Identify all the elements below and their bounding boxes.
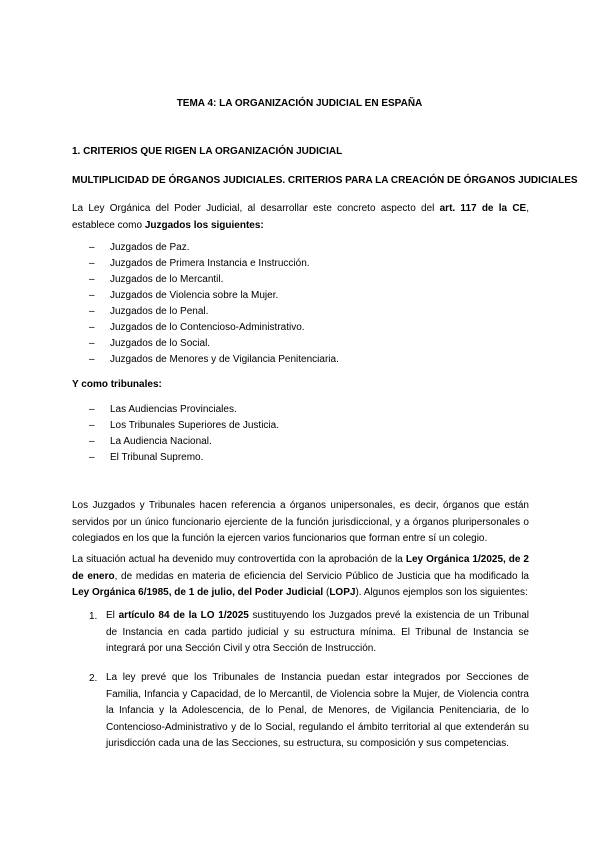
list-item-text: Las Audiencias Provinciales. [110, 404, 237, 415]
para-text: ). Algunos ejemplos son los siguientes: [355, 587, 528, 598]
list-item-text: Juzgados de lo Mercantil. [110, 274, 224, 285]
juzgados-paragraph: Los Juzgados y Tribunales hacen referencia a órganos unipersonales, es decir, órganos que están servidos por un único funcionario ejerciente de la función jurisdiccional, y a órganos pluripersonales o colegiados en los que la función la ejercen varios funcionarios que forman entre sí un colegio. [72, 500, 529, 544]
list-item [89, 338, 210, 349]
list-item [89, 242, 190, 253]
list-dash: – [89, 242, 95, 253]
intro-bold-ref: Juzgados los siguientes: [144, 219, 264, 231]
list-dash: – [89, 290, 95, 301]
list-item-text: Juzgados de Paz. [110, 242, 190, 253]
intro-paragraph [72, 201, 529, 234]
list-item-text: Juzgados de Violencia sobre la Mujer. [110, 290, 279, 301]
para-bold-ref: LOPJ [329, 587, 356, 598]
document-title: TEMA 4: LA ORGANIZACIÓN JUDICIAL EN ESPAÑA [176, 98, 423, 109]
list-dash: – [89, 258, 95, 269]
list-item [89, 306, 208, 317]
list-item [89, 436, 212, 447]
tribunales-heading: Y como tribunales: [72, 379, 162, 390]
list-item-text: La Audiencia Nacional. [110, 436, 212, 447]
para-bold-ref: Ley Orgánica 1/2025, de 2 de enero [72, 554, 529, 582]
list-item-text: El Tribunal Supremo. [110, 452, 204, 463]
list-item-text: Juzgados de lo Social. [110, 338, 211, 349]
list-item [89, 404, 237, 415]
list-item [89, 258, 310, 269]
list-item-text: Los Tribunales Superiores de Justicia. [110, 420, 279, 431]
list-item [89, 452, 203, 463]
item-text: El [106, 610, 119, 621]
list-item-text: Juzgados de Menores y de Vigilancia Penitenciaria. [110, 354, 339, 365]
intro-bold-ref: art. 117 de la CE [439, 203, 527, 214]
list-dash: – [89, 354, 95, 365]
para-text: ( [323, 587, 330, 598]
item-text: sustituyendo los Juzgados prevé la existencia de un Tribunal de Instancia en cada partido judicial y su estructura mínima. El Tribunal de Instancia se integrará por una Sección Civil y otra Sección de Instrucción. [106, 610, 530, 654]
list-item [89, 274, 223, 285]
numbered-item-text: La ley prevé que los Tribunales de Instancia puedan estar integrados por Secciones de Familia, Infancia y Capacidad, de lo Mercantil, de Violencia sobre la Mujer, de Violencia contra la Infancia y la Adolescencia, de lo Penal, de Menores, de Vigilancia Penitenciaria, de lo Contencioso-Administrativo y de lo Social, regulando el ámbito territorial al que extenderán su jurisdicción cada una de las Secciones, su estructura, su composición y sus competencias. [106, 672, 529, 749]
list-dash: – [89, 306, 95, 317]
numbered-item-marker: 1. [89, 611, 98, 622]
intro-text: La Ley Orgánica del Poder Judicial, al desarrollar este concreto aspecto del [72, 203, 440, 214]
section-subheading: MULTIPLICIDAD DE ÓRGANOS JUDICIALES. CRITERIOS PARA LA CREACIÓN DE ÓRGANOS JUDICIALES [72, 175, 578, 186]
list-dash: – [89, 404, 95, 415]
list-item [89, 322, 305, 333]
list-dash: – [89, 436, 95, 447]
list-dash: – [89, 338, 95, 349]
para-text: La situación actual ha devenido muy controvertida con la aprobación de la [72, 554, 406, 565]
para-bold-ref: Ley Orgánica 6/1985, de 1 de julio, del Poder Judicial [72, 587, 324, 598]
list-dash: – [89, 420, 95, 431]
item-bold-ref: artículo 84 de la LO 1/2025 [118, 610, 249, 621]
list-item [89, 354, 339, 365]
para-text: , de medidas en materia de eficiencia del Servicio Público de Justicia que ha modificado la [114, 570, 529, 582]
numbered-item-marker: 2. [89, 673, 98, 684]
list-dash: – [89, 322, 95, 333]
list-dash: – [89, 452, 95, 463]
list-dash: – [89, 274, 95, 285]
situacion-paragraph [72, 552, 529, 602]
list-item-text: Juzgados de lo Penal. [110, 306, 209, 317]
intro-text: , establece como [72, 203, 529, 231]
list-item [89, 290, 278, 301]
list-item [89, 420, 279, 431]
section-heading: 1. CRITERIOS QUE RIGEN LA ORGANIZACIÓN JUDICIAL [72, 146, 343, 157]
list-item-text: Juzgados de lo Contencioso-Administrativo. [110, 322, 305, 333]
numbered-item-text [106, 608, 529, 658]
list-item-text: Juzgados de Primera Instancia e Instrucción. [110, 258, 310, 269]
